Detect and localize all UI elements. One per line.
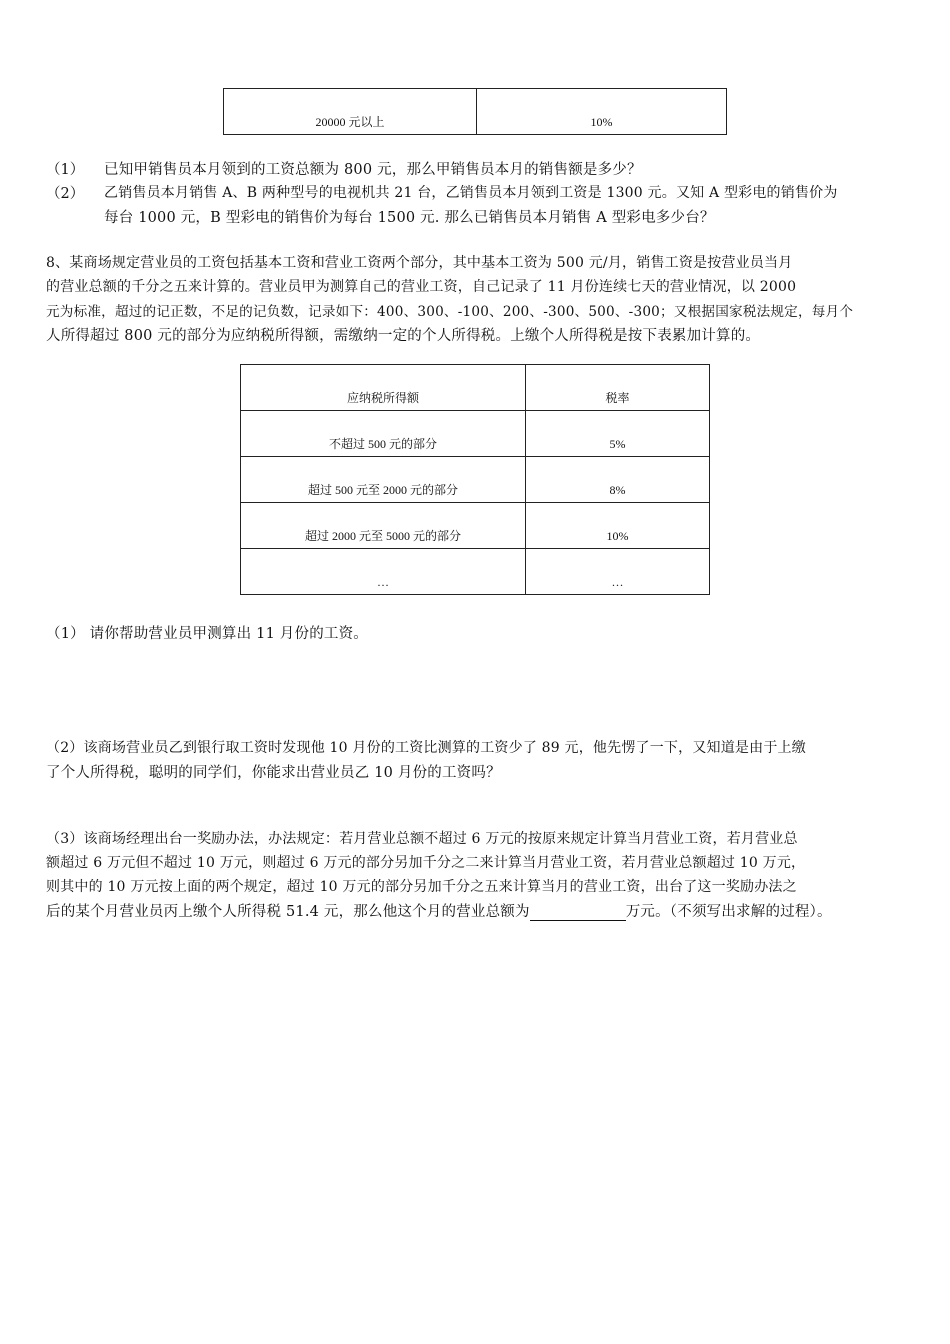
table-cell: 10% <box>526 503 710 549</box>
q8-sub3-text-after: 万元。（不须写出求解的过程）。 <box>625 904 832 920</box>
answer-blank[interactable] <box>530 906 626 921</box>
q8-intro-line: 人所得超过 800 元的部分为应纳税所得额，需缴纳一定的个人所得税。上缴个人所得税是按下表累加计算的。 <box>46 328 761 344</box>
q8-sub1: （1） 请你帮助营业员甲测算出 11 月份的工资。 <box>46 626 369 642</box>
q7-item-text: 乙销售员本月销售 A、B 两种型号的电视机共 21 台，乙销售员本月领到工资是 1300 元。又知 A 型彩电的销售价为 <box>104 185 838 201</box>
table-cell: 超过 500 元至 2000 元的部分 <box>241 457 526 503</box>
table-cell: … <box>241 549 526 595</box>
table-cell: 不超过 500 元的部分 <box>241 411 526 457</box>
table-cell: 8% <box>526 457 710 503</box>
q8-sub3-line: （3）该商场经理出台一奖励办法，办法规定：若月营业总额不超过 6 万元的按原来规定计算当月营业工资，若月营业总 <box>46 831 798 847</box>
q8-intro-line: 元为标准，超过的记正数，不足的记负数，记录如下：400、300、-100、200、-300、500、-300；又根据国家税法规定，每月个 <box>46 304 854 320</box>
q8-sub2-line: 了个人所得税，聪明的同学们，你能求出营业员乙 10 月份的工资吗？ <box>46 765 501 781</box>
q7-item-number: （2） <box>46 186 85 202</box>
top-table-cell: 10% <box>477 89 727 135</box>
q8-sub3-line: 则其中的 10 万元按上面的两个规定，超过 10 万元的部分另加千分之五来计算当月的营业工资，出台了这一奖励办法之 <box>46 879 797 895</box>
q7-item-text: 每台 1000 元，B 型彩电的销售价为每台 1500 元. 那么已销售员本月销售 A 型彩电多少台？ <box>104 210 715 226</box>
q7-item-number: （1） <box>46 162 85 178</box>
table-cell: 超过 2000 元至 5000 元的部分 <box>241 503 526 549</box>
table-header-income: 应纳税所得额 <box>241 365 526 411</box>
q8-sub3-line: 额超过 6 万元但不超过 10 万元，则超过 6 万元的部分另加千分之二来计算当月营业工资，若月营业总额超过 10 万元， <box>46 855 806 871</box>
top-table-cell: 20000 元以上 <box>224 89 477 135</box>
table-cell: 5% <box>526 411 710 457</box>
q8-sub3-last-line <box>46 900 832 921</box>
table-header-rate: 税率 <box>526 365 710 411</box>
q8-intro-line: 8、某商场规定营业员的工资包括基本工资和营业工资两个部分，其中基本工资为 500 元/月，销售工资是按营业员当月 <box>46 255 793 271</box>
q8-intro-line: 的营业总额的千分之五来计算的。营业员甲为测算自己的营业工资，自己记录了 11 月份连续七天的营业情况，以 2000 <box>46 279 797 295</box>
q8-sub3-text-before: 后的某个月营业员丙上缴个人所得税 51.4 元，那么他这个月的营业总额为 <box>46 904 530 920</box>
tax-rate-table <box>240 364 710 595</box>
table-cell: … <box>526 549 710 595</box>
top-table <box>223 88 727 135</box>
q7-item-text: 已知甲销售员本月领到的工资总额为 800 元，那么甲销售员本月的销售额是多少？ <box>104 162 642 178</box>
q8-sub2-line: （2）该商场营业员乙到银行取工资时发现他 10 月份的工资比测算的工资少了 89 元，他先愣了一下，又知道是由于上缴 <box>46 740 806 756</box>
